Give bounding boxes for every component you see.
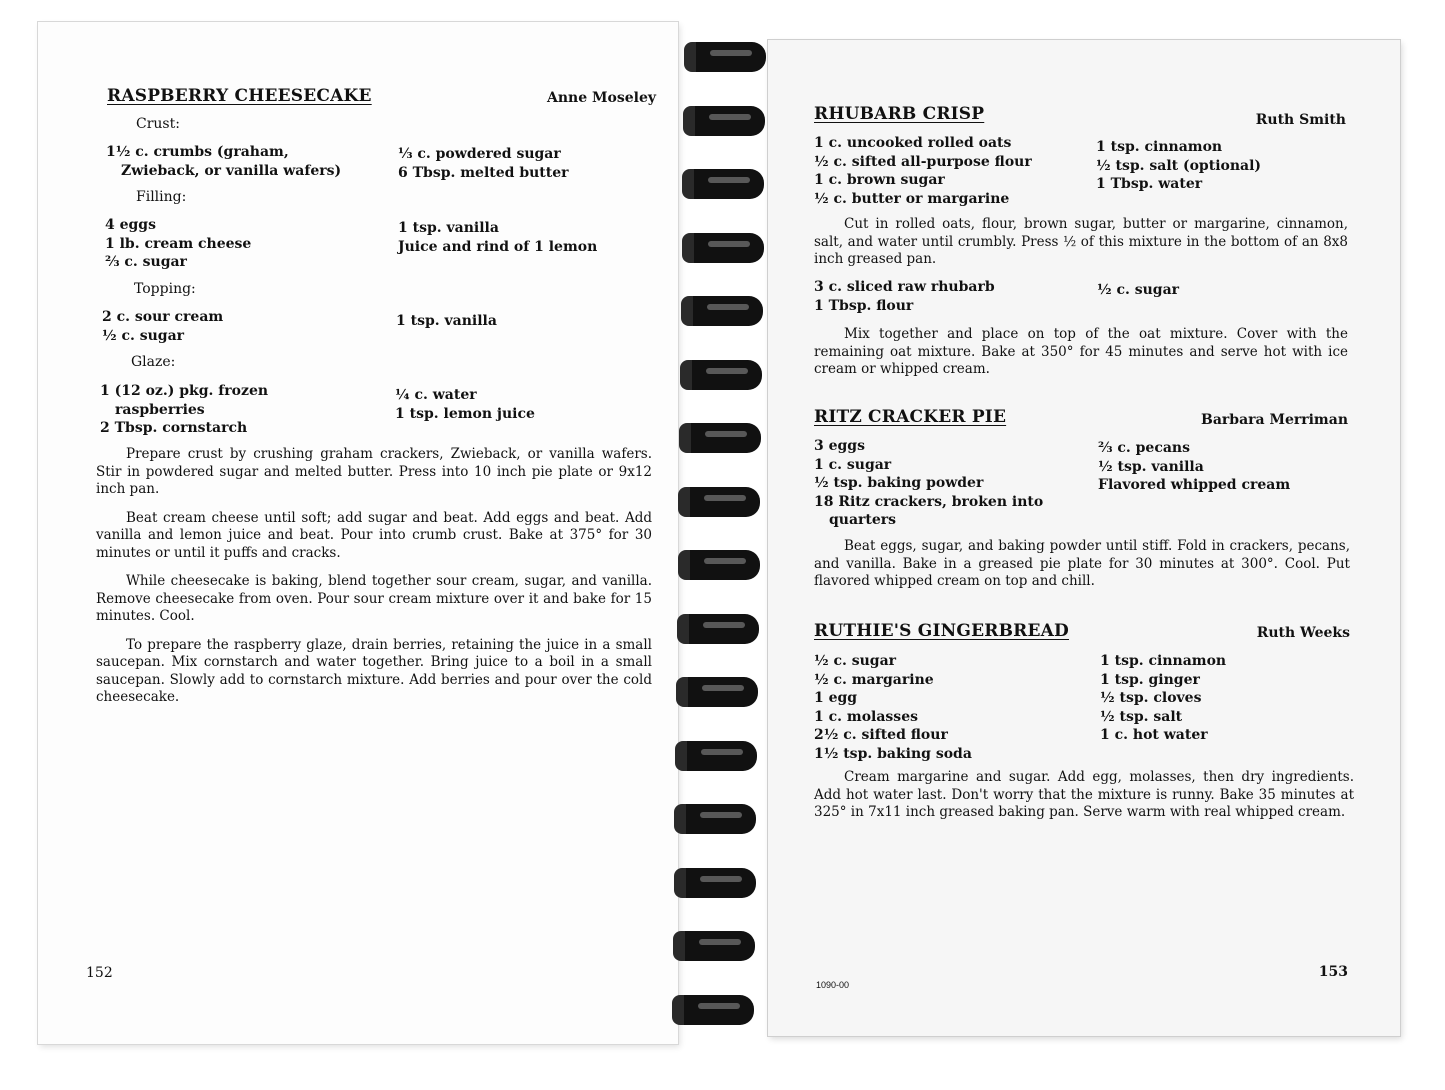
ingredient: 1 (12 oz.) pkg. frozen: [100, 383, 269, 399]
direction-paragraph: Mix together and place on top of the oat mixture. Cover with the remaining oat mixture. Bake at 350° for 45 minutes and serve hot with ice cream or whipped cream.: [814, 326, 1348, 377]
direction-paragraph: While cheesecake is baking, blend together sour cream, sugar, and vanilla. Remove cheesecake from oven. Pour sour cream mixture over it and bake for 15 minutes. Cool.: [96, 573, 652, 624]
ingredient: ½ c. sugar: [814, 653, 897, 669]
ingredient: ½ c. butter or margarine: [814, 190, 1010, 207]
left-page: [38, 22, 678, 1044]
recipe-author: Barbara Merriman: [1201, 412, 1348, 428]
ingredient: 1 c. brown sugar: [814, 172, 945, 188]
ingredient: ½ c. sugar: [102, 327, 185, 344]
ingredient: 1 tsp. ginger: [1100, 671, 1200, 688]
ingredient-list: [105, 216, 251, 272]
ingredient: ⅔ c. pecans: [1098, 440, 1190, 456]
recipe-author: Ruth Smith: [1255, 112, 1346, 128]
ingredient-list: [1100, 652, 1226, 745]
ingredient: 1½ tsp. baking soda: [814, 745, 972, 762]
direction-paragraph: Beat eggs, sugar, and baking powder until stiff. Fold in crackers, pecans, and vanilla. Bake in a greased pie plate for 30 minutes at 300°. Cool. Put flavored whipped cream on top and chill.: [814, 538, 1350, 589]
ingredient-list: [814, 652, 972, 763]
spiral-binding: [680, 0, 780, 1090]
page-number: 153: [1318, 964, 1348, 980]
ingredient: ½ c. margarine: [814, 671, 934, 688]
ingredient: Flavored whipped cream: [1098, 477, 1291, 493]
directions: [96, 446, 652, 707]
ingredient: 2 Tbsp. cornstarch: [100, 420, 248, 436]
ingredient: ½ c. sugar: [1097, 282, 1180, 298]
ingredient: raspberries: [115, 401, 205, 418]
recipe-title: RASPBERRY CHEESECAKE: [107, 86, 372, 106]
ingredient-list: [1096, 138, 1261, 194]
ingredient: 1 egg: [814, 690, 858, 706]
ingredient-list: [814, 437, 1043, 530]
ingredient: 1 c. uncooked rolled oats: [814, 135, 1012, 151]
ingredient-list: [814, 278, 995, 315]
ingredient-list: [102, 308, 223, 345]
recipe-title: RUTHIE'S GINGERBREAD: [814, 621, 1069, 641]
ingredient: ¼ c. water: [395, 387, 477, 403]
ingredient: 1 Tbsp. flour: [814, 297, 914, 314]
ingredient: 1½ c. crumbs (graham,: [106, 144, 289, 160]
section-label: Filling:: [136, 189, 187, 205]
ingredient-list: [1098, 439, 1290, 495]
ingredient: 1 tsp. cinnamon: [1100, 653, 1227, 669]
ingredient: quarters: [829, 512, 897, 528]
ingredient: ½ c. sifted all-purpose flour: [814, 153, 1032, 170]
recipe-title: RHUBARB CRISP: [814, 104, 985, 124]
footer-code: 1090-00: [816, 980, 850, 990]
section-label: Glaze:: [131, 354, 176, 370]
ingredient: Juice and rind of 1 lemon: [398, 238, 598, 255]
ingredient: ½ tsp. baking powder: [814, 475, 984, 491]
recipe-author: Ruth Weeks: [1256, 625, 1350, 641]
ingredient: ½ tsp. salt: [1100, 708, 1183, 725]
direction-paragraph: Cut in rolled oats, flour, brown sugar, butter or margarine, cinnamon, salt, and water until crumbly. Press ½ of this mixture in the bottom of an 8x8 inch greased pan.: [814, 216, 1348, 267]
recipe-title: RITZ CRACKER PIE: [814, 407, 1007, 427]
direction-paragraph: To prepare the raspberry glaze, drain berries, retaining the juice in a small saucepan. Mix cornstarch and water together. Bring juice to a boil in a small saucepan. Slowly add to cornstarch mixture. Add berries and pour over the cold cheesecake.: [96, 636, 652, 705]
ingredient: ⅓ c. powdered sugar: [398, 146, 561, 162]
direction-paragraph: Prepare crust by crushing graham crackers, Zwieback, or vanilla wafers. Stir in powdered sugar and melted butter. Press into 10 inch pie plate or 9x12 inch pan.: [96, 446, 652, 497]
ingredient: 6 Tbsp. melted butter: [398, 164, 569, 181]
ingredient: 1 c. hot water: [1100, 727, 1208, 743]
recipe-author: Anne Moseley: [547, 90, 656, 106]
ingredient: 1 tsp. lemon juice: [395, 405, 535, 422]
ingredient: 2½ c. sifted flour: [814, 727, 948, 743]
ingredient: Zwieback, or vanilla wafers): [121, 162, 342, 179]
ingredient-list: [100, 382, 268, 438]
ingredient: 1 tsp. vanilla: [396, 313, 497, 329]
direction-paragraph: Beat cream cheese until soft; add sugar and beat. Add eggs and beat. Add vanilla and lemon juice and beat. Pour into crumb crust. Bake at 375° for 30 minutes or until it puffs and cracks.: [96, 509, 652, 561]
ingredient: 1 tsp. vanilla: [398, 220, 499, 236]
section-label: Topping:: [134, 281, 196, 297]
ingredient: 1 lb. cream cheese: [105, 235, 252, 252]
direction-paragraph: Cream margarine and sugar. Add egg, molasses, then dry ingredients. Add hot water last. Don't worry that the mixture is runny. Bake 35 minutes at 325° in 7x11 inch greased baking pan. Serve warm with real whipped cream.: [814, 769, 1354, 820]
ingredient: ½ tsp. cloves: [1100, 690, 1202, 706]
ingredient-list: [1097, 281, 1179, 300]
ingredient: 1 Tbsp. water: [1096, 176, 1203, 192]
ingredient-list: [396, 312, 497, 331]
ingredient: 4 eggs: [105, 217, 156, 233]
ingredient-list: [398, 219, 597, 256]
ingredient-list: [814, 134, 1032, 208]
ingredient: 3 c. sliced raw rhubarb: [814, 279, 995, 295]
ingredient-list: [395, 386, 535, 423]
ingredient: 1 tsp. cinnamon: [1096, 139, 1223, 155]
ingredient: 1 c. sugar: [814, 456, 892, 473]
ingredient: 18 Ritz crackers, broken into: [814, 493, 1044, 510]
ingredient: ½ tsp. salt (optional): [1096, 157, 1262, 174]
page-number: 152: [86, 965, 113, 981]
ingredient: ⅔ c. sugar: [105, 254, 187, 270]
right-page: [768, 40, 1400, 1036]
ingredient: 3 eggs: [814, 438, 865, 454]
ingredient: 2 c. sour cream: [102, 309, 224, 325]
ingredient: ½ tsp. vanilla: [1098, 458, 1204, 475]
ingredient-list: [106, 143, 341, 180]
section-label: Crust:: [136, 116, 180, 132]
ingredient: 1 c. molasses: [814, 708, 918, 725]
ingredient-list: [398, 145, 569, 182]
